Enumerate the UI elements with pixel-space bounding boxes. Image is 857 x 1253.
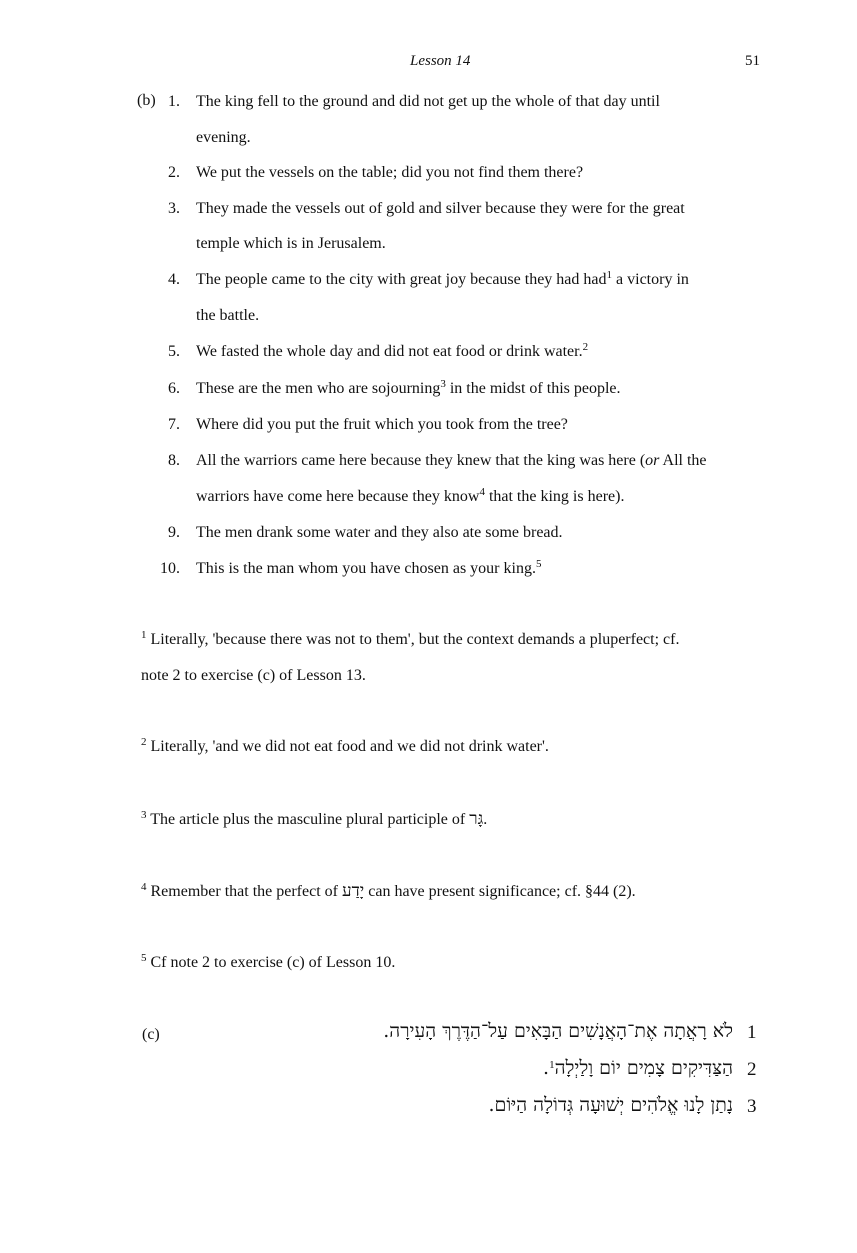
item-number: 8.: [168, 452, 180, 469]
item-text: These are the men who are sojourning$^3$ in the midst of this people.: [196, 378, 621, 397]
section-b-label: (b): [137, 92, 156, 109]
item-text: temple which is in Jerusalem.: [196, 235, 386, 252]
footnote-ref: 2: [582, 341, 589, 353]
footnote-ref: 5: [535, 558, 542, 570]
item-text: All the warriors came here because they knew that the king was here (or All the: [196, 452, 707, 469]
footnote-2: $^2$ Literally, 'and we did not eat food and we did not drink water'.: [141, 736, 549, 755]
item-text: the battle.: [196, 307, 260, 324]
footnote-ref: 3: [440, 378, 446, 390]
item-text: The people came to the city with great joy because they had had$^1$ a victory in: [196, 269, 689, 288]
item-number: 1.: [168, 93, 180, 110]
item-number: 6.: [168, 380, 180, 397]
section-c-label: (c): [142, 1026, 160, 1043]
item-text: This is the man whom you have chosen as your king.$^5$: [196, 558, 542, 577]
footnote-4: $^4$ Remember that the perfect of יָדַע can have present significance; cf. §44 (2).: [141, 881, 636, 901]
hebrew-sentence: נָתַן לָנוּ אֱלֹהִים יְשׁוּעָה גְּדוֹלָה הַיּוֹם.: [488, 1094, 733, 1116]
item-number: 10.: [160, 560, 180, 577]
item-text: evening.: [196, 129, 251, 146]
hebrew-sentence: לֹא רָאֲתָה אֶת־הָאֲנָשִׁים הַבָּאִים עַל־הַדֶּרֶךְ הָעִירָה.: [383, 1020, 733, 1042]
item-number: 9.: [168, 524, 180, 541]
item-text: We fasted the whole day and did not eat food or drink water.$^2$: [196, 341, 589, 360]
footnote-1: $^1$ Literally, 'because there was not to them', but the context demands a pluperfect; cf.: [141, 629, 680, 648]
item-text: warriors have come here because they know$^4$ that the king is here).: [196, 486, 625, 505]
item-text: The men drank some water and they also ate some bread.: [196, 524, 563, 541]
footnote-1-cont: note 2 to exercise (c) of Lesson 13.: [141, 667, 366, 684]
footnote-5: $^5$ Cf note 2 to exercise (c) of Lesson 10.: [141, 952, 396, 971]
item-number: 3: [747, 1096, 757, 1117]
footnote-ref: 4: [479, 486, 485, 498]
item-number: 4.: [168, 271, 180, 288]
item-text: The king fell to the ground and did not get up the whole of that day until: [196, 93, 660, 110]
running-header-title: Lesson 14: [410, 53, 471, 69]
item-number: 3.: [168, 200, 180, 217]
page-number: 51: [745, 53, 760, 69]
item-text: We put the vessels on the table; did you not find them there?: [196, 164, 584, 181]
item-text: They made the vessels out of gold and silver because they were for the great: [196, 200, 685, 217]
footnote-3: $^3$ The article plus the masculine plural participle of גָּר.: [141, 809, 488, 829]
hebrew-sentence: הַצַּדִּיקִים צָמִים יוֹם וָלַיְלָה$^1$.: [543, 1057, 733, 1079]
hebrew-word: גָּר: [469, 809, 484, 829]
item-number: 1: [747, 1022, 757, 1043]
item-number: 7.: [168, 416, 180, 433]
footnote-ref: 1: [606, 269, 613, 281]
item-number: 5.: [168, 343, 180, 360]
item-number: 2.: [168, 164, 180, 181]
item-text: Where did you put the fruit which you took from the tree?: [196, 416, 568, 433]
item-number: 2: [747, 1059, 757, 1080]
hebrew-word: יָדַע: [341, 881, 365, 901]
